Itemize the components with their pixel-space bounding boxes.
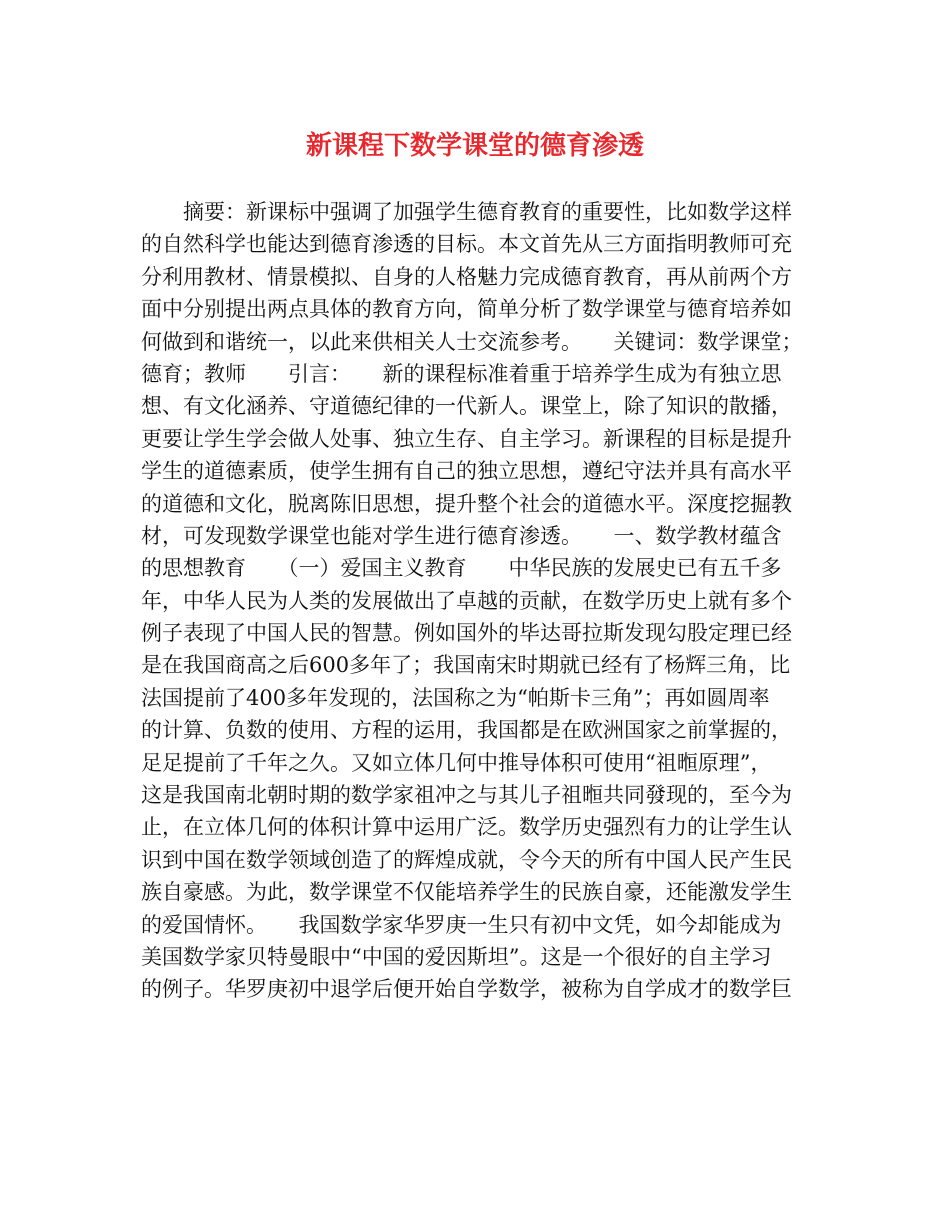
body-line: 的自然科学也能达到德育渗透的目标。本文首先从三方面指明教师可充 <box>141 232 792 257</box>
document-title: 新课程下数学课堂的德育渗透 <box>305 131 644 161</box>
body-line: 法国提前了400多年发现的，法国称之为“帕斯卡三角”；再如圆周率 <box>141 685 770 710</box>
body-line: 的爱国情怀。 我国数学家华罗庚一生只有初中文凭，如今却能成为 <box>141 912 782 937</box>
body-line: 美国数学家贝特曼眼中“中国的爱因斯坦”。这是一个很好的自主学习 <box>141 944 772 969</box>
body-line: 材，可发现数学课堂也能对学生进行德育渗透。 一、数学教材蕴含 <box>141 523 782 548</box>
body-line: 的例子。华罗庚初中退学后便开始自学数学，被称为自学成才的数学巨 <box>141 977 792 1002</box>
body-line: 族自豪感。为此，数学课堂不仅能培养学生的民族自豪，还能激发学生 <box>141 880 792 905</box>
body-line: 识到中国在数学领域创造了的辉煌成就，令今天的所有中国人民产生民 <box>141 847 792 872</box>
body-line: 德育；教师 引言： 新的课程标准着重于培养学生成为有独立思 <box>141 361 782 386</box>
body-line: 摘要：新课标中强调了加强学生德育教育的重要性，比如数学这样 <box>141 200 792 224</box>
body-line: 足足提前了千年之久。又如立体几何中推导体积可使用“祖暅原理”， <box>141 750 772 775</box>
body-line: 的思想教育 （一）爱国主义教育 中华民族的发展史已有五千多 <box>141 556 782 581</box>
body-line: 的计算、负数的使用、方程的运用，我国都是在欧洲国家之前掌握的， <box>141 718 792 743</box>
body-line: 止，在立体几何的体积计算中运用广泛。数学历史强烈有力的让学生认 <box>141 815 792 840</box>
body-line: 何做到和谐统一，以此来供相关人士交流参考。 关键词：数学课堂； <box>141 329 803 354</box>
body-line: 例子表现了中国人民的智慧。例如国外的毕达哥拉斯发现勾股定理已经 <box>141 621 792 646</box>
body-line: 想、有文化涵养、守道德纪律的一代新人。课堂上，除了知识的散播， <box>141 394 792 419</box>
body-line: 这是我国南北朝时期的数学家祖冲之与其儿子祖暅共同發现的，至今为 <box>141 783 792 808</box>
body-line: 更要让学生学会做人处事、独立生存、自主学习。新课程的目标是提升 <box>141 426 792 451</box>
body-line: 是在我国商高之后600多年了；我国南宋时期就已经有了杨辉三角，比 <box>141 653 791 678</box>
body-line: 面中分别提出两点具体的教育方向，简单分析了数学课堂与德育培养如 <box>141 297 792 322</box>
document-body <box>141 196 825 1006</box>
body-line: 学生的道德素质，使学生拥有自己的独立思想，遵纪守法并具有高水平 <box>141 459 792 484</box>
body-line: 的道德和文化，脱离陈旧思想，提升整个社会的道德水平。深度挖掘教 <box>141 491 792 516</box>
body-line: 年，中华人民为人类的发展做出了卓越的贡献，在数学历史上就有多个 <box>141 588 792 613</box>
body-line: 分利用教材、情景模拟、自身的人格魅力完成德育教育，再从前两个方 <box>141 264 792 289</box>
